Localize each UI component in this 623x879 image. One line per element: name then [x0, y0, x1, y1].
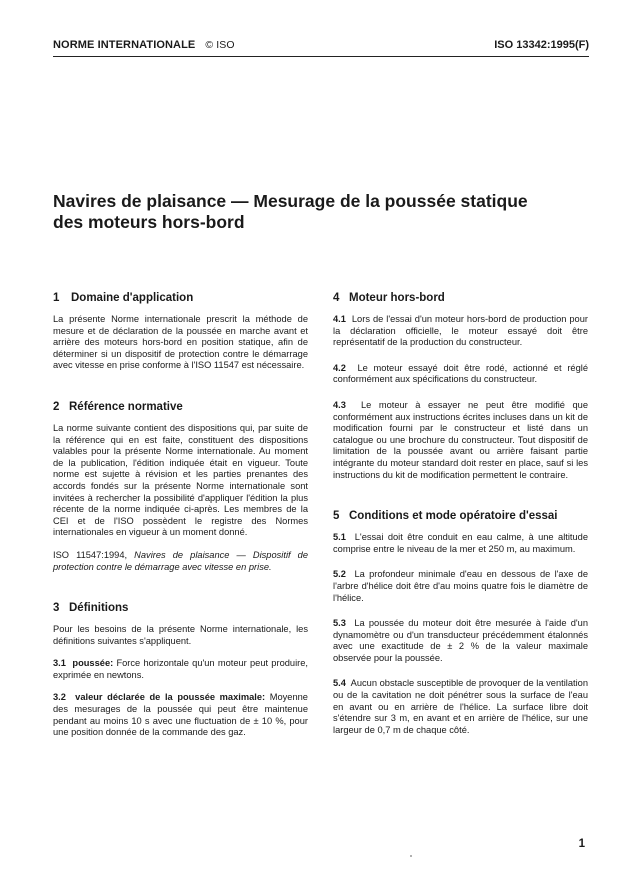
title-line-1: Navires de plaisance — Mesurage de la poussée statique	[53, 191, 528, 211]
clause-text: L'essai doit être conduit en eau calme, à une altitude comprise entre le niveau de la mer et 250 m, au maximum.	[333, 532, 588, 554]
section-title: Moteur hors-bord	[349, 292, 445, 304]
section-number: 1	[53, 292, 60, 304]
clause-text: Aucun obstacle susceptible de provoquer de la ventilation ou de la cavitation ne doit pénétrer sous la surface de l'eau en avant ou en arrière de l'hélice. La surface libre doit s'étendre sur 3 m, en avant et en arrière de l'hélice, sur une largeur de 0,7 m de chaque côté.	[333, 678, 588, 735]
section-number: 3	[53, 602, 60, 615]
page-header	[53, 36, 589, 56]
section-number: 5	[333, 510, 340, 523]
clause-number: 5.1	[333, 532, 346, 543]
clause-number: 4.1	[333, 314, 346, 324]
right-column	[333, 291, 588, 736]
section-2-heading	[53, 400, 308, 414]
clause-5-2	[333, 569, 588, 604]
header-standard-type: NORME INTERNATIONALE	[53, 39, 196, 51]
clause-number: 5.3	[333, 618, 346, 629]
reference-title: Navires de plaisance — Dispositif de protection contre le démarrage avec vitesse en prise.	[53, 549, 308, 572]
definition-3-1	[53, 658, 308, 681]
definition-term: valeur déclarée de la poussée maximale:	[75, 692, 266, 703]
clause-text: Le moteur à essayer ne peut être modifié que conformément aux instructions écrites incluses dans un kit de modification fourni par le constructeur et listé dans un catalogue ou une brochure du constructeur. Tout dispositif de limitation de la poussée avant ou arrière faisant partie intégrante du moteur standard doit rester en place, sauf si les instructions du kit de modification permettent le contraire.	[333, 399, 588, 480]
definition-text: Moyenne des mesurages de la poussée qui peut être maintenue pendant au moins 10 s avec une fluctuation de ± 10 %, pour une position donnée de la commande des gaz.	[53, 692, 308, 738]
header-left	[53, 39, 235, 51]
clause-number: 4.2	[333, 362, 346, 373]
definition-number: 3.1	[53, 658, 66, 669]
clause-4-1	[333, 314, 588, 349]
section-5-heading	[333, 509, 588, 523]
clause-4-2	[333, 363, 588, 386]
definition-term: poussée:	[72, 658, 114, 669]
clause-number: 4.3	[333, 399, 346, 410]
clause-text: Lors de l'essai d'un moteur hors-bord de production pour la déclaration officielle, le moteur essayé doit être représentatif de la production du constructeur.	[333, 314, 588, 348]
clause-text: La poussée du moteur doit être mesurée à l'aide d'un dynamomètre ou d'un transducteur précédemment étalonnés avec une exactitude de ± 2 % de la valeur maximale observée pour la poussée.	[333, 618, 588, 663]
section-number: 2	[53, 400, 60, 413]
clause-text: Le moteur essayé doit être rodé, actionné et réglé conformément aux spécifications du constructeur.	[333, 362, 588, 385]
definition-3-2	[53, 692, 308, 738]
clause-4-3	[333, 400, 588, 481]
clause-text: La profondeur minimale d'eau en dessous de l'axe de l'arbre d'hélice doit être d'au moins quatre fois le diamètre de l'hélice.	[333, 569, 589, 603]
page-number: 1	[578, 838, 585, 850]
header-copyright: © ISO	[205, 39, 235, 51]
scan-speck	[410, 855, 412, 857]
section-title: Domaine d'application	[71, 292, 194, 304]
section-3-intro: Pour les besoins de la présente Norme internationale, les définitions suivantes s'appliquent.	[53, 624, 308, 646]
header-document-number: ISO 13342:1995(F)	[494, 39, 589, 51]
section-2-text: La norme suivante contient des dispositions qui, par suite de la référence qui en est faite, constituent des dispositions valables pour la présente Norme internationale. Au moment de la publication, l'édition indiquée était en vigueur. Toute norme est sujette à révision et les parties prenantes des accords fondés sur la présente Norme internationale sont invitées à rechercher la possibilité d'appliquer l'édition la plus récente de la norme indiquée ci-après. Les membres de la CEI et de l'ISO possèdent le registre des Normes internationales en vigueur à un moment donné.	[53, 422, 308, 538]
section-1-heading	[53, 291, 308, 305]
header-divider	[53, 56, 589, 57]
section-4-heading	[333, 291, 588, 305]
normative-reference	[53, 550, 308, 573]
title-line-2: des moteurs hors-bord	[53, 212, 245, 232]
section-title: Définitions	[69, 602, 129, 615]
definition-number: 3.2	[53, 692, 66, 703]
section-number: 4	[333, 292, 340, 304]
clause-number: 5.2	[333, 569, 346, 580]
section-3-heading	[53, 601, 308, 615]
document-title	[53, 191, 593, 233]
section-title: Conditions et mode opératoire d'essai	[349, 510, 558, 523]
clause-number: 5.4	[333, 678, 346, 689]
clause-5-1	[333, 532, 588, 555]
clause-5-4	[333, 678, 588, 736]
reference-code: ISO 11547:1994,	[53, 549, 128, 560]
section-1-text: La présente Norme internationale prescrit la méthode de mesure et de déclaration de la poussée en marche avant et arrière des moteurs hors-bord en position statique, afin de déterminer si un dispositif de protection contre le démarrage avec vitesse en prise conforme à l'ISO 11547 est nécessaire.	[53, 314, 308, 371]
section-title: Référence normative	[69, 400, 183, 413]
left-column	[53, 291, 308, 739]
clause-5-3	[333, 618, 588, 664]
definition-text: Force horizontale qu'un moteur peut produire, exprimée en newtons.	[53, 658, 308, 680]
